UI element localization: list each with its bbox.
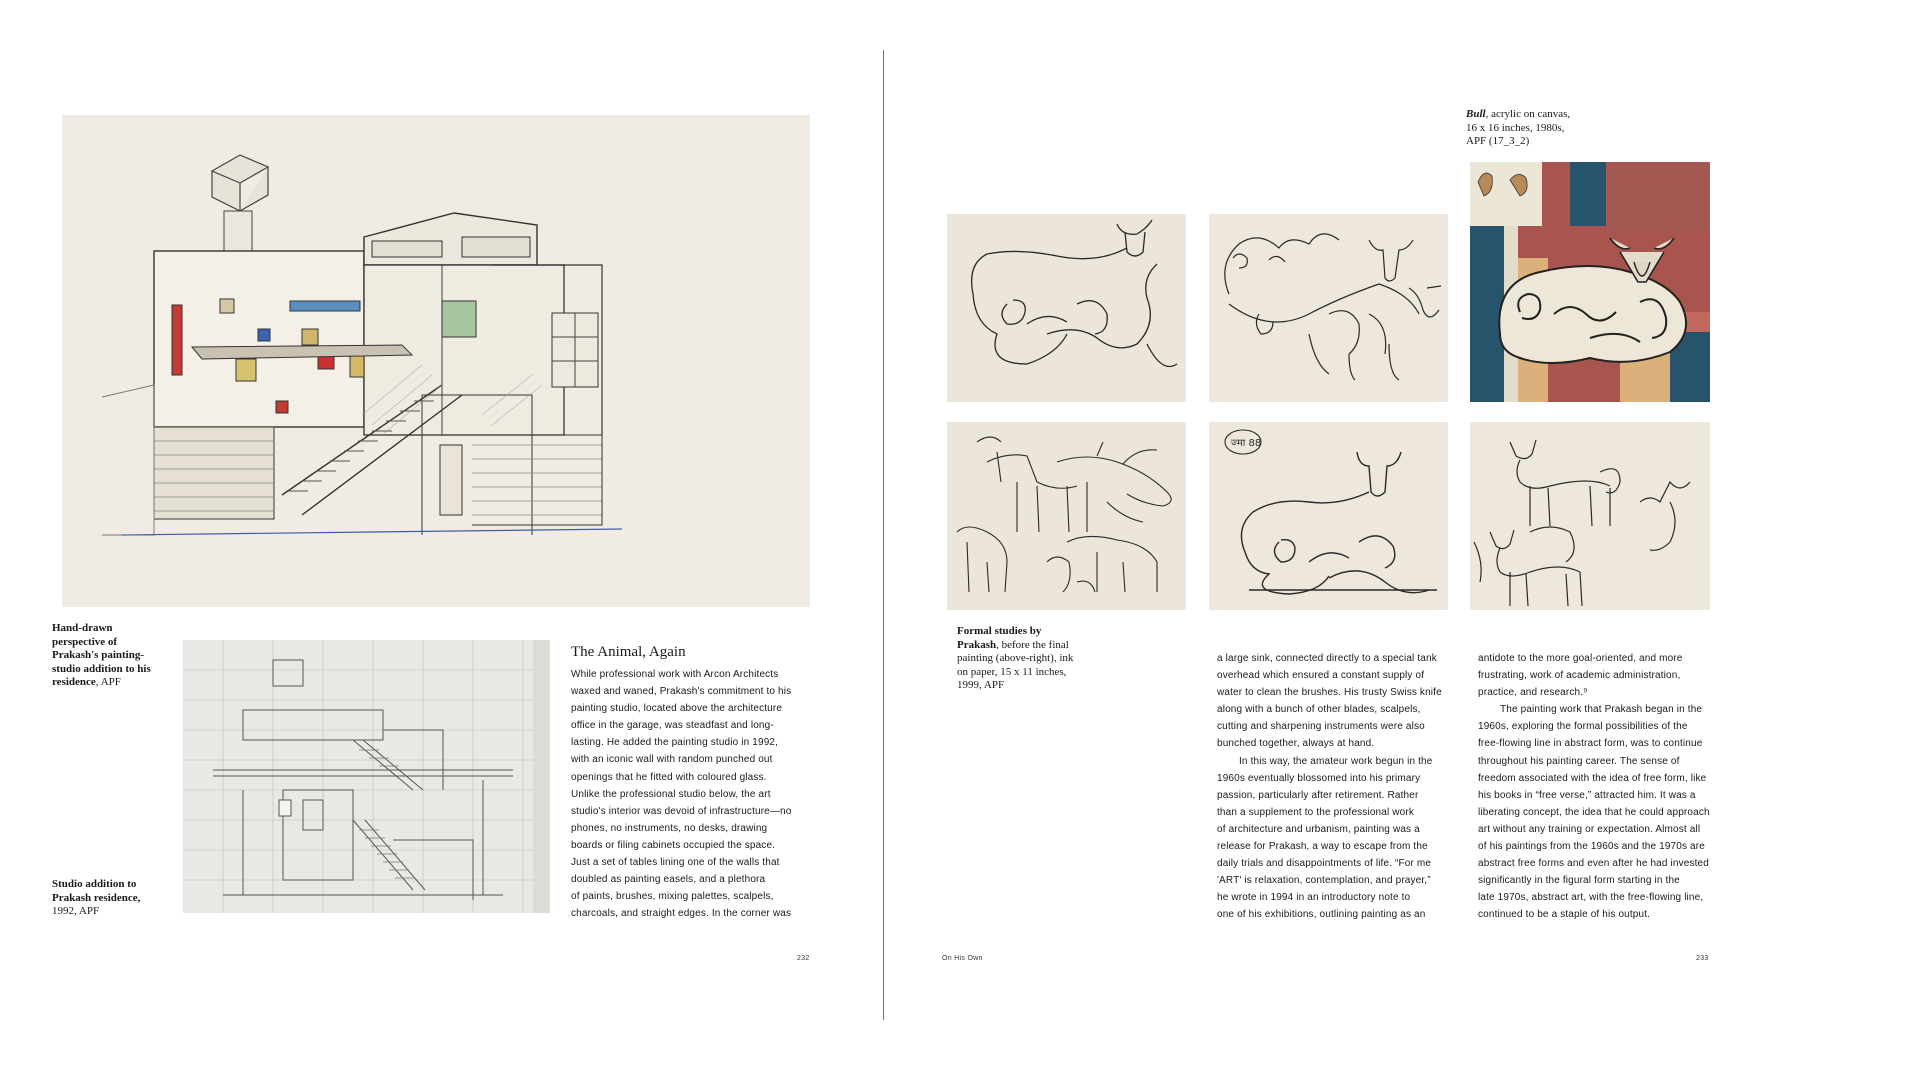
body-line: release for Prakash, a way to escape from the — [1217, 841, 1428, 853]
body-line: he wrote in 1994 in an introductory note to — [1217, 892, 1411, 904]
body-line: art without any training or expectation. Almost all — [1478, 823, 1701, 835]
body-line: with an iconic wall with random punched out — [571, 754, 773, 766]
caption-perspective-sketch: Hand-drawn perspective of Prakash's painting-studio addition to his residence, APF — [52, 622, 151, 688]
bull-study-sketch-1 — [947, 214, 1186, 402]
body-line: lasting. He added the painting studio in 1992, — [571, 737, 779, 749]
body-line: throughout his painting career. The sense of — [1478, 755, 1680, 767]
body-line: daily trials and disappointments of life. “For me — [1217, 858, 1432, 870]
body-line: late 1970s, abstract art, with the free-flowing line, — [1478, 892, 1704, 904]
body-line: studio's interior was devoid of infrastructure—no — [571, 805, 792, 817]
sketch-signature: ज्मा 88 — [1231, 438, 1262, 449]
bull-study-sketch-6 — [1470, 422, 1710, 610]
body-line: 1960s, exploring the formal possibilities of the — [1478, 721, 1688, 733]
body-line: a large sink, connected directly to a special tank — [1217, 653, 1437, 664]
body-line: water to clean the brushes. His trusty Swiss knife — [1217, 687, 1442, 699]
body-line: The painting work that Prakash began in the — [1500, 704, 1703, 716]
body-line: cutting and sharpening instruments were also — [1217, 721, 1425, 733]
body-line: frustrating, work of academic administration, — [1478, 670, 1681, 682]
bull-study-sketch-2 — [1209, 214, 1448, 402]
body-line: openings that he fitted with coloured glass. — [571, 771, 767, 783]
studio-addition-drawing — [183, 640, 550, 913]
body-line: liberating concept, the idea that he could approach — [1478, 806, 1710, 818]
body-line: 'ART' is relaxation, contemplation, and prayer,” — [1217, 875, 1431, 887]
bull-study-sketch-5 — [1209, 422, 1448, 610]
body-column-3 — [1478, 650, 1718, 924]
body-line: overhead which ensured a constant supply of — [1217, 670, 1425, 682]
body-line: office in the garage, was steadfast and long- — [571, 720, 774, 732]
body-line: Unlike the professional studio below, the art — [571, 788, 771, 800]
body-line: bunched together, always at hand. — [1217, 738, 1375, 750]
page-number-left: 232 — [797, 955, 810, 962]
body-line: painting studio, located above the architecture — [571, 703, 783, 715]
body-column-1 — [571, 666, 811, 922]
page-spine — [883, 50, 884, 1020]
body-line: antidote to the more goal-oriented, and more — [1478, 653, 1683, 664]
body-line: 1960s eventually blossomed into his primary — [1217, 772, 1421, 784]
body-line: of paints, brushes, mixing palettes, scalpels, — [571, 891, 774, 903]
studio-perspective-sketch — [62, 115, 810, 607]
body-line: waxed and waned, Prakash's commitment to his — [571, 686, 792, 698]
bull-study-sketch-4 — [947, 422, 1186, 610]
running-head: On His Own — [942, 955, 983, 962]
body-line: freedom associated with the idea of free form, like — [1478, 772, 1707, 784]
body-line: continued to be a staple of his output. — [1478, 909, 1651, 921]
body-line: doubled as painting easels, and a plethora — [571, 874, 766, 886]
body-line: free-flowing line in abstract form, was to continue — [1478, 738, 1703, 750]
body-line: phones, no instruments, no desks, drawing — [571, 822, 768, 834]
body-column-2 — [1217, 650, 1453, 924]
body-line: of architecture and urbanism, painting was a — [1217, 823, 1420, 835]
body-line: passion, particularly after retirement. Rather — [1217, 789, 1419, 801]
body-line: abstract free forms and even after he had invested — [1478, 858, 1709, 870]
body-line: his books in “free verse,” attracted him. It was a — [1478, 789, 1696, 801]
body-line: boards or filing cabinets occupied the space. — [571, 839, 776, 851]
body-line: practice, and research.⁹ — [1478, 687, 1588, 699]
body-line: along with a bunch of other blades, scalpels, — [1217, 704, 1421, 716]
body-line: than a supplement to the professional work — [1217, 806, 1414, 818]
caption-bull-painting: Bull, acrylic on canvas, 16 x 16 inches, 1980s, APF (17_3_2) — [1466, 108, 1571, 147]
caption-formal-studies: Formal studies by Prakash, before the final painting (above-right), ink on paper, 15 x 11 inches, 1999, APF — [957, 625, 1074, 691]
caption-studio-addition: Studio addition to Prakash residence, 1992, APF — [52, 878, 141, 917]
body-line: of his paintings from the 1960s and the 1970s are — [1478, 841, 1705, 853]
body-line: charcoals, and straight edges. In the corner was — [571, 908, 792, 920]
body-line: significantly in the figural form starting in the — [1478, 875, 1680, 887]
body-line: While professional work with Arcon Architects — [571, 669, 779, 680]
section-heading: The Animal, Again — [571, 644, 686, 660]
body-line: one of his exhibitions, outlining painting as an — [1217, 909, 1426, 921]
body-line: In this way, the amateur work begun in the — [1239, 755, 1433, 767]
bull-painting — [1470, 162, 1710, 402]
page-number-right: 233 — [1696, 955, 1709, 962]
body-line: Just a set of tables lining one of the walls that — [571, 857, 780, 869]
